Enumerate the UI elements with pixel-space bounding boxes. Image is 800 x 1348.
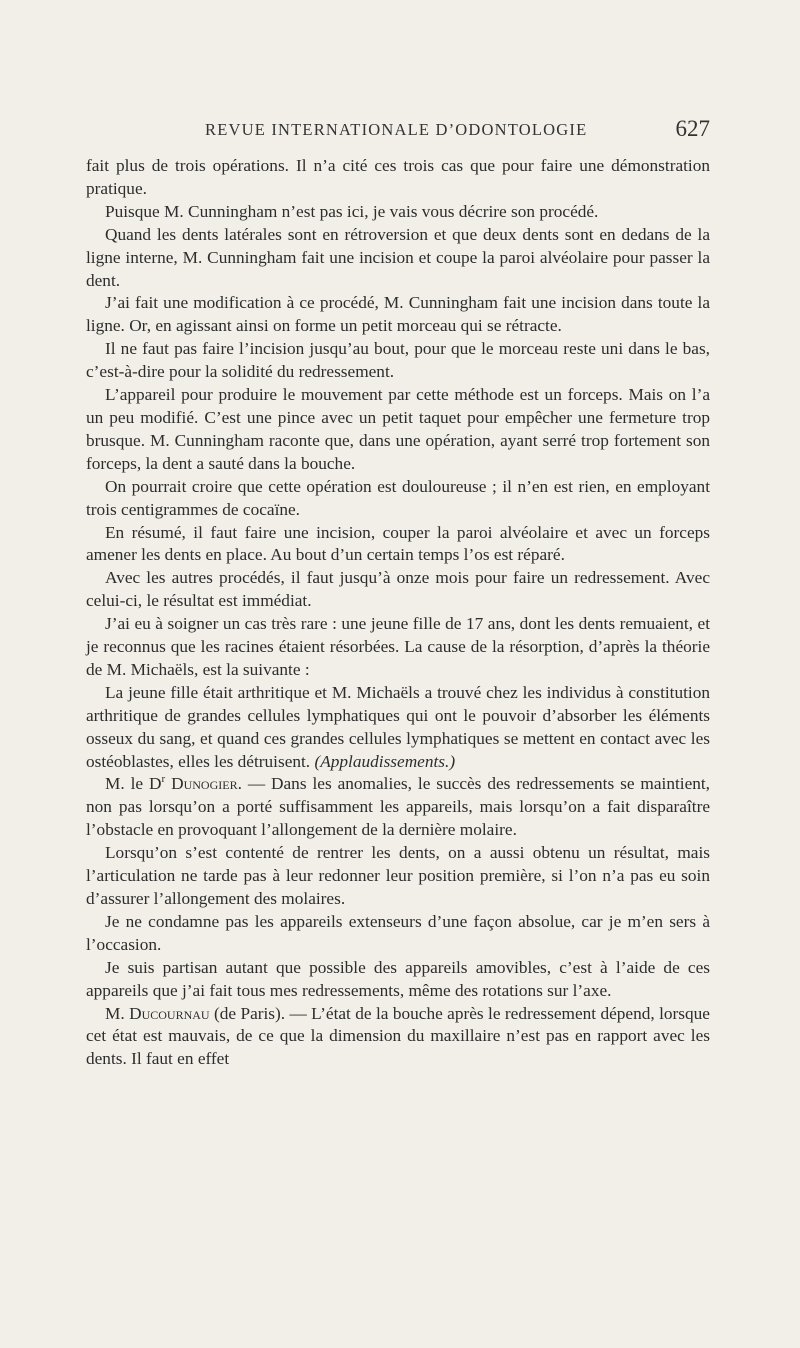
- speaker-prefix: M.: [105, 1003, 125, 1023]
- paragraph-4: J’ai fait une modification à ce procédé, M. Cunningham fait une incision dans toute la ligne. Or, en agissant ainsi on forme un petit morceau qui se rétracte.: [86, 293, 710, 336]
- paragraph-13: Lorsqu’on s’est contenté de rentrer les dents, on a aussi obtenu un résultat, mais l’articulation ne tarde pas à leur redonner leur position première, si l’on n’a pas eu soin d’assurer l’allongement des molaires.: [86, 843, 710, 908]
- speaker-title-sup: r: [161, 773, 166, 786]
- paragraph-5: Il ne faut pas faire l’incision jusqu’au bout, pour que le morceau reste uni dans le bas, c’est-à-dire pour la solidité du redressement.: [86, 339, 710, 382]
- paragraph-1: fait plus de trois opérations. Il n’a cité ces trois cas que pour faire une démonstration pratique.: [86, 156, 710, 198]
- paragraph-2: Puisque M. Cunningham n’est pas ici, je vais vous décrire son procédé.: [105, 201, 599, 221]
- speech-dunogier: [86, 773, 710, 842]
- paragraph-3: Quand les dents latérales sont en rétroversion et que deux dents sont en dedans de la ligne interne, M. Cunningham fait une incision et coupe la paroi alvéolaire pour passer la dent.: [86, 224, 710, 290]
- body-text: [86, 155, 710, 1071]
- speaker-name: Dunogier.: [171, 774, 242, 794]
- speech-text: — Dans les anomalies, le succès des redressements se maintient, non pas lorsqu’on a porté suffisamment les appareils, mais lorsqu’on a fait disparaître l’obstacle en provoquant l’allongement de la dernière molaire.: [86, 774, 711, 840]
- paragraph-11: [86, 682, 710, 774]
- paragraph-15: Je suis partisan autant que possible des appareils amovibles, c’est à l’aide de ces appareils que j’ai fait tous mes redressements, même des rotations sur l’axe.: [86, 957, 710, 1000]
- page-header: [205, 116, 710, 146]
- paragraph-8: En résumé, il faut faire une incision, couper la paroi alvéolaire et avec un forceps amener les dents en place. Au bout d’un certain temps l’os est réparé.: [86, 522, 710, 565]
- speech-text: — L’état de la bouche après le redressement dépend, lorsque cet état est mauvais, de ce que la dimension du maxillaire n’est pas en rapport avec les dents. Il faut en effet: [86, 1003, 710, 1069]
- speaker-prefix: M. le D: [105, 774, 162, 794]
- applause-note: (Applaudissements.): [314, 751, 456, 771]
- running-head: REVUE INTERNATIONALE D’ODONTOLOGIE: [205, 120, 588, 139]
- paragraph-6: L’appareil pour produire le mouvement par cette méthode est un forceps. Mais on l’a un peu modifié. C’est une pince avec un petit taquet pour empêcher une fermeture trop brusque. M. Cunningham raconte que, dans une opération, ayant serré trop fortement son forceps, la dent a sauté dans la bouche.: [86, 385, 710, 473]
- paragraph-10: J’ai eu à soigner un cas très rare : une jeune fille de 17 ans, dont les dents remuaient, et je reconnus que les racines étaient résorbées. La cause de la résorption, d’après la théorie de M. Michaëls, est la suivante :: [86, 614, 710, 679]
- paragraph-7: On pourrait croire que cette opération est douloureuse ; il n’en est rien, en employant trois centigrammes de cocaïne.: [86, 476, 710, 519]
- paragraph-14: Je ne condamne pas les appareils extenseurs d’une façon absolue, car je m’en sers à l’occasion.: [86, 911, 710, 954]
- paragraph-11-text: La jeune fille était arthritique et M. Michaëls a trouvé chez les individus à constitution arthritique de grandes cellules lymphatiques qui ont le pouvoir d’absorber les éléments osseux du sang, et quand ces grandes cellules lymphatiques se mettent en contact avec les ostéoblastes, elles les détruisent.: [86, 682, 710, 771]
- speaker-origin: (de Paris).: [213, 1003, 286, 1023]
- speaker-name: Ducournau: [129, 1003, 210, 1023]
- paragraph-9: Avec les autres procédés, il faut jusqu’à onze mois pour faire un redressement. Avec celui-ci, le résultat est immédiat.: [86, 568, 710, 611]
- page-number: 627: [675, 116, 710, 141]
- speech-ducournau: [86, 1003, 710, 1072]
